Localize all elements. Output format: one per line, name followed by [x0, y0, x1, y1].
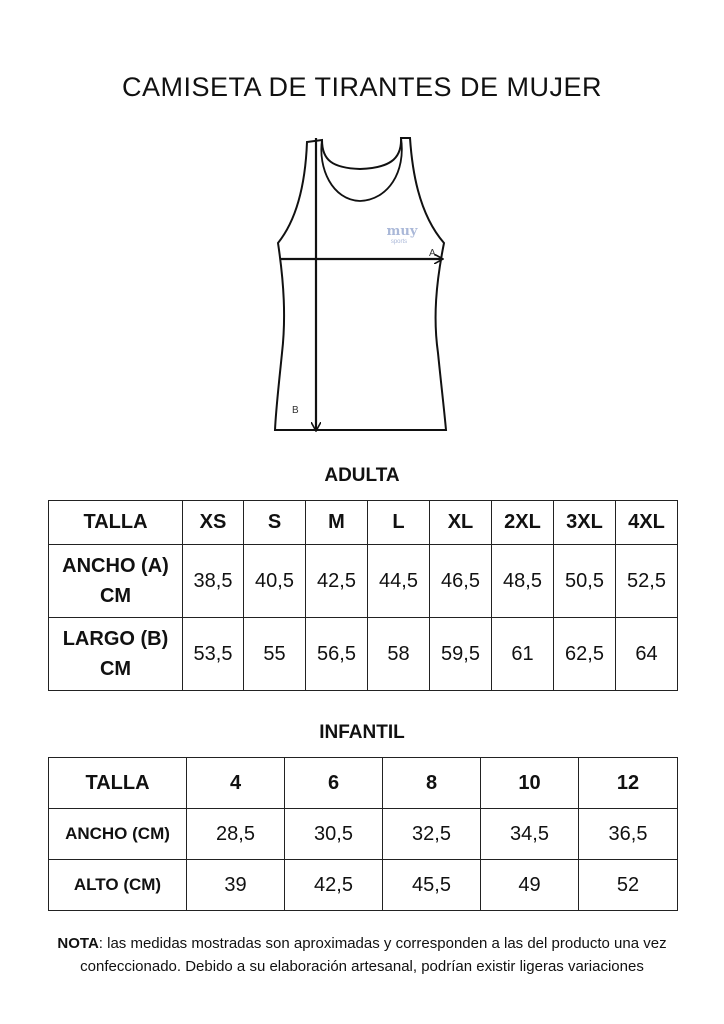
- table-cell: 38,5: [183, 545, 244, 618]
- table-cell: 46,5: [430, 545, 492, 618]
- kids-header-row: [49, 758, 678, 809]
- adult-width-label: ANCHO (A) CM: [49, 545, 183, 618]
- table-cell: 40,5: [244, 545, 306, 618]
- adult-size-3xl: 3XL: [554, 501, 616, 545]
- adult-size-2xl: 2XL: [492, 501, 554, 545]
- table-cell: 32,5: [383, 809, 481, 860]
- table-cell: 39: [187, 860, 285, 911]
- label-b: B: [292, 405, 299, 416]
- adult-width-row: [49, 545, 678, 618]
- adult-length-row: [49, 618, 678, 691]
- adult-length-label: LARGO (B) CM: [49, 618, 183, 691]
- tank-top-diagram: [262, 128, 462, 438]
- table-cell: 42,5: [306, 545, 368, 618]
- adult-size-table: [48, 500, 678, 691]
- adult-size-s: S: [244, 501, 306, 545]
- adult-size-4xl: 4XL: [616, 501, 678, 545]
- table-cell: 36,5: [579, 809, 678, 860]
- table-cell: 42,5: [285, 860, 383, 911]
- table-cell: 62,5: [554, 618, 616, 691]
- adult-size-xs: XS: [183, 501, 244, 545]
- kids-size-10: 10: [481, 758, 579, 809]
- kids-header-label: TALLA: [49, 758, 187, 809]
- table-cell: 58: [368, 618, 430, 691]
- footnote: [30, 932, 694, 978]
- adult-header-row: [49, 501, 678, 545]
- kids-section-title: INFANTIL: [319, 722, 405, 743]
- kids-size-6: 6: [285, 758, 383, 809]
- adult-size-l: L: [368, 501, 430, 545]
- kids-size-table: [48, 757, 678, 911]
- adult-section-title: ADULTA: [324, 465, 400, 486]
- table-cell: 52: [579, 860, 678, 911]
- table-cell: 34,5: [481, 809, 579, 860]
- table-cell: 59,5: [430, 618, 492, 691]
- kids-size-8: 8: [383, 758, 481, 809]
- kids-size-4: 4: [187, 758, 285, 809]
- kids-height-row: [49, 860, 678, 911]
- table-cell: 48,5: [492, 545, 554, 618]
- adult-size-m: M: [306, 501, 368, 545]
- note-label: NOTA: [57, 935, 99, 952]
- table-cell: 64: [616, 618, 678, 691]
- kids-width-label: ANCHO (CM): [49, 809, 187, 860]
- page-title: CAMISETA DE TIRANTES DE MUJER: [121, 72, 603, 102]
- table-cell: 49: [481, 860, 579, 911]
- adult-size-xl: XL: [430, 501, 492, 545]
- kids-width-row: [49, 809, 678, 860]
- label-a: A: [429, 248, 436, 259]
- table-cell: 52,5: [616, 545, 678, 618]
- kids-size-12: 12: [579, 758, 678, 809]
- table-cell: 28,5: [187, 809, 285, 860]
- table-cell: 30,5: [285, 809, 383, 860]
- table-cell: 56,5: [306, 618, 368, 691]
- adult-header-label: TALLA: [49, 501, 183, 545]
- table-cell: 53,5: [183, 618, 244, 691]
- brand-logo-top: muy: [386, 224, 418, 239]
- table-cell: 55: [244, 618, 306, 691]
- table-cell: 44,5: [368, 545, 430, 618]
- table-cell: 61: [492, 618, 554, 691]
- table-cell: 50,5: [554, 545, 616, 618]
- garment-outline: [275, 138, 446, 430]
- table-cell: 45,5: [383, 860, 481, 911]
- brand-logo-bottom: sports: [390, 239, 408, 245]
- note-text: : las medidas mostradas son aproximadas y corresponden a las del producto una vez confeccionado. Debido a su elaboración artesanal, podrían existir ligeras variaciones: [80, 935, 667, 975]
- kids-height-label: ALTO (CM): [49, 860, 187, 911]
